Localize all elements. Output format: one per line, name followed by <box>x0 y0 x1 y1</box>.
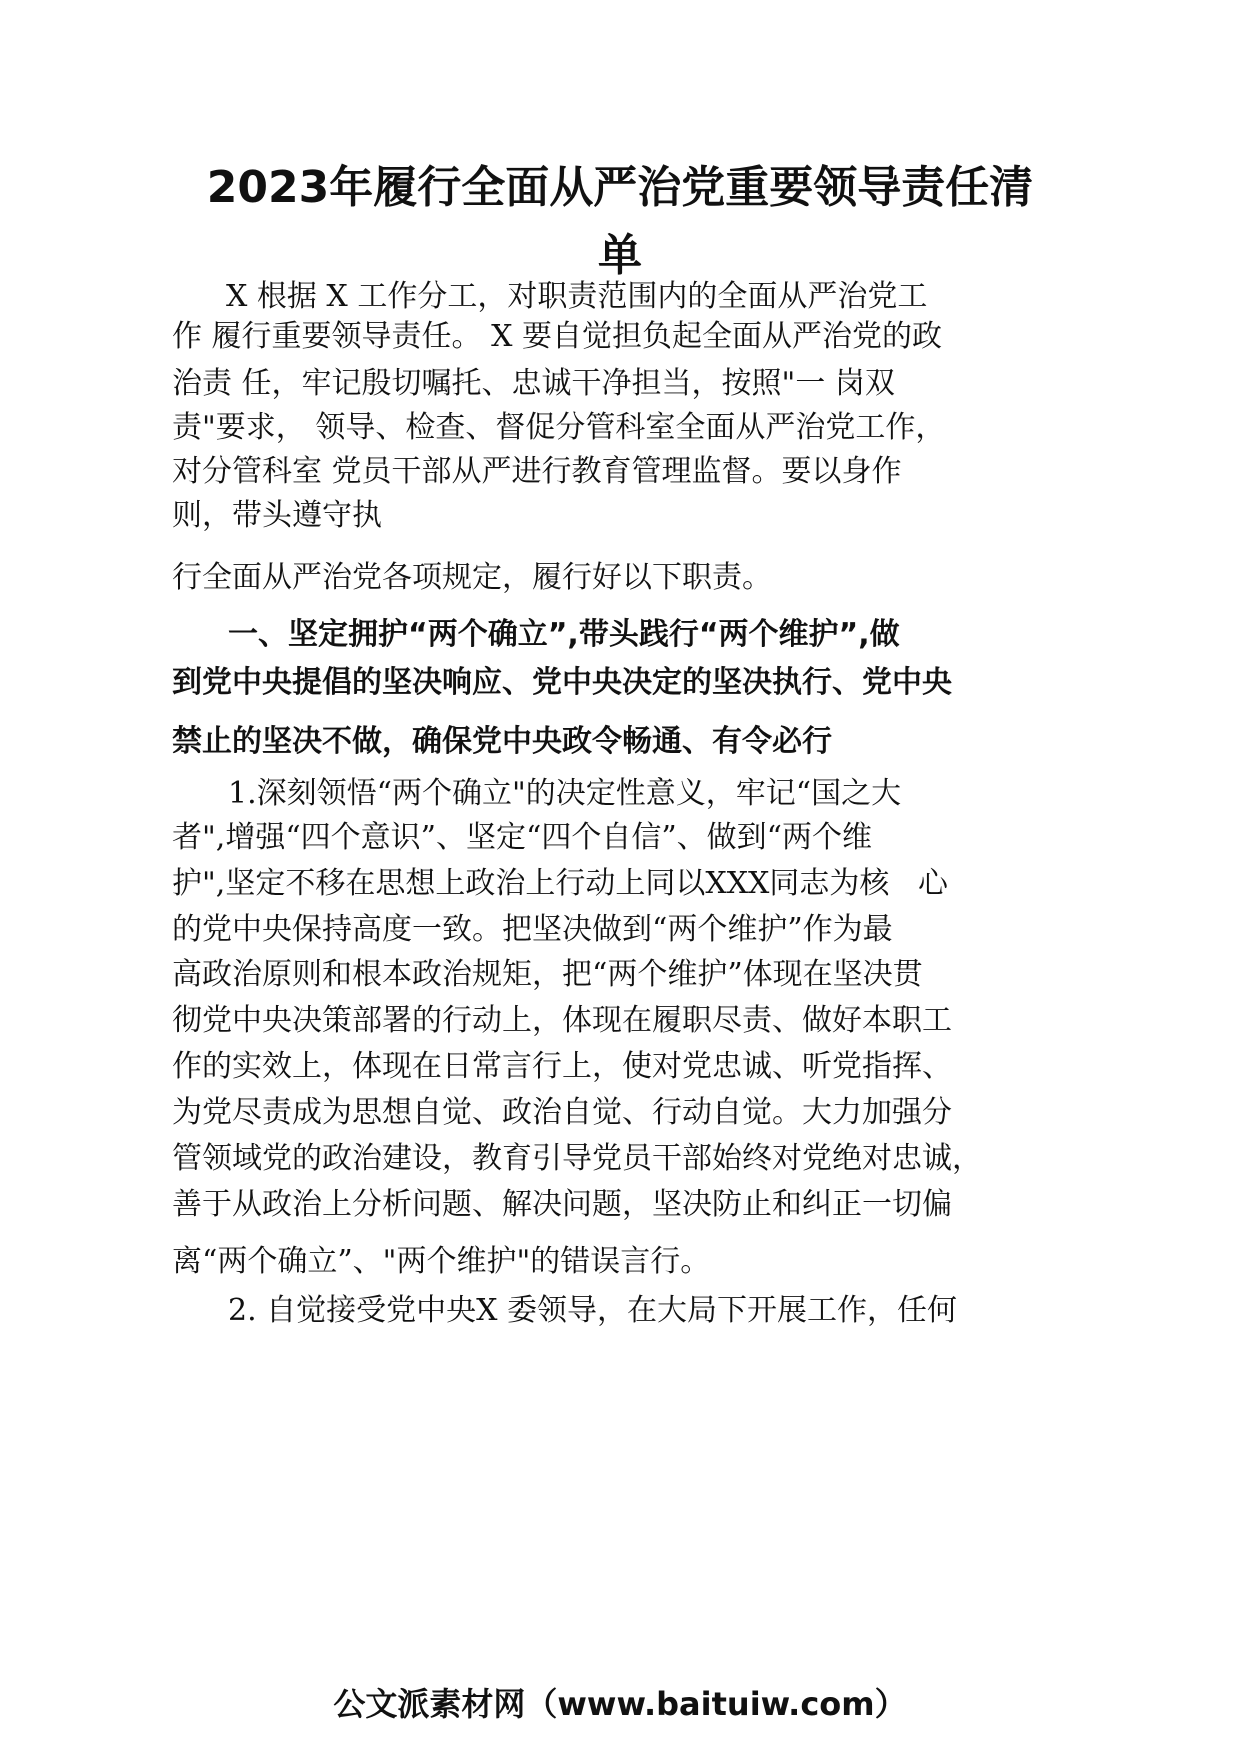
document-title-line-2: 单 <box>598 230 642 281</box>
body-line: 对分管科室 党员干部从严进行教育管理监督。要以身作 <box>172 454 902 489</box>
body-line: 善于从政治上分析问题、解决问题，坚决防止和纠正一切偏 <box>172 1187 952 1222</box>
body-line: X 根据 X 工作分工，对职责范围内的全面从严治党工 <box>226 279 928 314</box>
body-line: 的党中央保持高度一致。把坚决做到“两个维护”作为最 <box>172 912 893 947</box>
body-line: 者",增强“四个意识”、坚定“四个自信”、做到“两个维 <box>172 820 873 855</box>
document-title-line-1: 2023年履行全面从严治党重要领导责任清 <box>206 162 1034 213</box>
page-footer-watermark: 公文派素材网（www.baituiw.com） <box>333 1685 907 1723</box>
section-heading-line: 到党中央提倡的坚决响应、党中央决定的坚决执行、党中央 <box>172 665 952 700</box>
body-line: 高政治原则和根本政治规矩，把“两个维护”体现在坚决贯 <box>172 957 923 992</box>
body-line: 2. 自觉接受党中央X 委领导，在大局下开展工作，任何 <box>228 1293 958 1328</box>
body-line: 行全面从严治党各项规定，履行好以下职责。 <box>172 560 772 595</box>
body-line: 为党尽责成为思想自觉、政治自觉、行动自觉。大力加强分 <box>172 1095 952 1130</box>
body-line: 1.深刻领悟“两个确立"的决定性意义，牢记“国之大 <box>228 776 902 811</box>
body-line: 管领域党的政治建设，教育引导党员干部始终对党绝对忠诚， <box>172 1141 982 1176</box>
body-line: 责"要求， 领导、检查、督促分管科室全面从严治党工作， <box>172 410 946 445</box>
body-line: 作 履行重要领导责任。 X 要自觉担负起全面从严治党的政 <box>172 319 942 354</box>
body-line: 护",坚定不移在思想上政治上行动上同以XXX同志为核 心 <box>172 866 949 901</box>
body-line: 彻党中央决策部署的行动上，体现在履职尽责、做好本职工 <box>172 1003 952 1038</box>
body-line: 则，带头遵守执 <box>172 498 382 533</box>
body-line: 作的实效上，体现在日常言行上，使对党忠诚、听党指挥、 <box>172 1049 952 1084</box>
body-line: 治责 任，牢记殷切嘱托、忠诚干净担当，按照"一 岗双 <box>172 366 895 401</box>
body-line: 离“两个确立”、"两个维护"的错误言行。 <box>172 1244 711 1279</box>
section-heading-line: 禁止的坚决不做，确保党中央政令畅通、有令必行 <box>172 724 832 759</box>
section-heading-line: 一、坚定拥护“两个确立”,带头践行“两个维护”,做 <box>228 617 900 652</box>
